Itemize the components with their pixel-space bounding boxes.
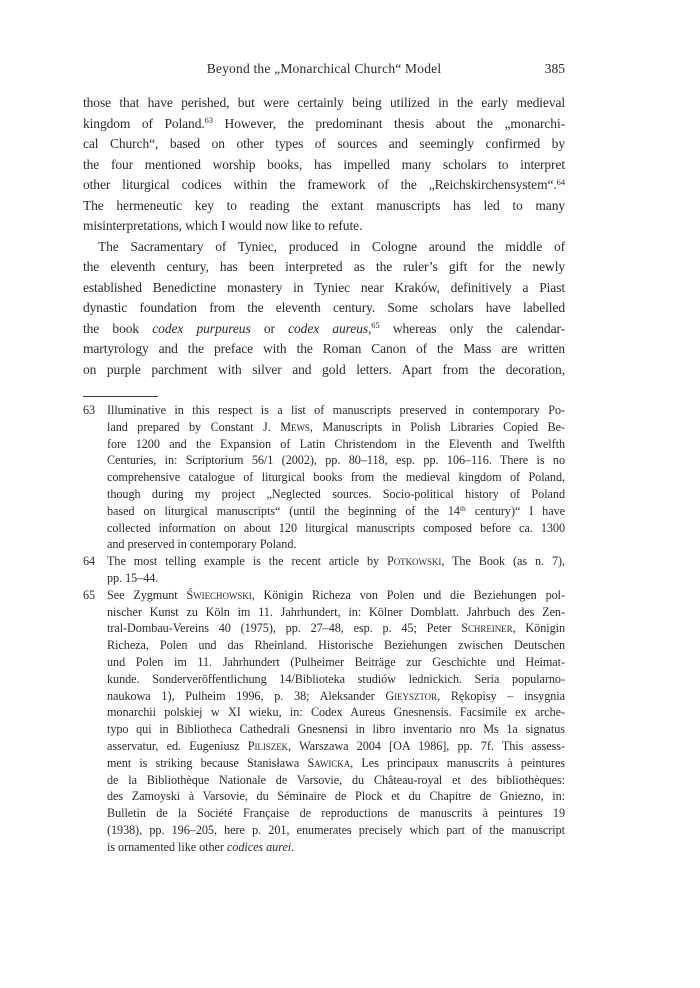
text-line (107, 587, 565, 604)
footnote-text (107, 587, 565, 856)
paragraph (83, 237, 565, 381)
text-segment: the four mentioned worship books, has impelled many scholars to interpret (83, 156, 565, 172)
text-segment: cal Church“, based on other types of sources and seemingly confirmed by (83, 136, 565, 151)
text-segment: land prepared by Constant J. (107, 419, 281, 434)
text-segment: des Zamoyski à Varsovie, du Séminaire de Plock et du Chapitre de Gniezno, in: (107, 789, 565, 804)
footnote-65 (83, 587, 565, 856)
text-segment: tral-Dombau-Vereins 40 (1975), pp. 27–48, esp. p. 45; Peter (107, 621, 462, 636)
page-number: 385 (544, 61, 565, 76)
text-line (107, 822, 565, 839)
text-line (83, 216, 565, 237)
footnote-text (107, 402, 565, 553)
footnote-separator-rule (83, 396, 158, 397)
footnote-text (107, 553, 565, 587)
text-line (107, 755, 565, 772)
text-line (107, 503, 565, 520)
text-line (107, 553, 565, 570)
text-line (107, 721, 565, 738)
text-line (83, 298, 565, 319)
text-segment: und Polen im 11. Jahrhundert (Pulheimer Beiträge zur Geschichte und Heimat- (107, 654, 565, 669)
text-segment: whereas only the calendar- (379, 320, 565, 336)
text-segment: , Warszawa 2004 [OA 1986], pp. 7f. This assess- (288, 738, 565, 753)
text-line (83, 237, 565, 258)
text-segment: , Königin (512, 621, 565, 636)
text-segment: those that have perished, but were certainly being utilized in the early medieval (83, 95, 565, 110)
text-segment: asservatur, ed. Eugeniusz (107, 738, 248, 753)
smallcaps-name: Gieysztor (385, 688, 438, 703)
text-segment: Illuminative in this respect is a list of manuscripts preserved in contemporary Po- (107, 403, 565, 417)
text-segment: on purple parchment with silver and gold letters. Apart from the decoration, (83, 361, 565, 377)
text-segment: monarchii polskiej w XI wieku, in: Codex Aureus Gnesnensis. Facsimile ex arche- (107, 705, 565, 720)
footnote-63 (83, 402, 565, 553)
text-segment: ment is striking because Stanisława (107, 755, 308, 770)
footnote-number: 64 (83, 554, 96, 569)
text-segment: the eleventh century, has been interpreted as the ruler’s gift for the newly (83, 259, 565, 274)
smallcaps-name: Piliszek (247, 738, 289, 753)
text-segment: dynastic foundation from the eleventh century. Some scholars have labelled (83, 300, 565, 315)
text-line (83, 257, 565, 278)
text-segment: other liturgical codices within the framework of the „Reichskirchensystem“. (83, 177, 557, 192)
text-line (107, 788, 565, 805)
text-segment: kunde. Sonderveröffentlichung 14/Biblioteka studiów lednickich. Seria popularno- (107, 671, 565, 686)
text-line (107, 402, 565, 419)
text-line (83, 278, 565, 299)
footnote-64 (83, 553, 565, 587)
text-line (107, 738, 565, 755)
text-line (83, 339, 565, 360)
text-line (107, 469, 565, 486)
text-segment: collected information on about 120 liturgical manuscripts composed before ca. 1300 (107, 520, 565, 535)
text-segment: typo qui in Bibliotheca Cathedrali Gnesnensi in libro inventario nro Ms 1a signatus (107, 722, 565, 737)
text-line (107, 486, 565, 503)
smallcaps-name: Sawicka (307, 755, 351, 770)
footnote-number: 63 (83, 403, 96, 417)
smallcaps-name: Świechowski (186, 587, 252, 602)
superscript: 63 (204, 116, 213, 126)
text-line (83, 134, 565, 155)
superscript: 65 (371, 321, 380, 331)
text-segment: , (368, 320, 372, 336)
running-header (83, 59, 565, 79)
footnote-number: 65 (83, 587, 96, 602)
text-segment: martyrology and the preface with the Roman Canon of the Mass are written (83, 341, 565, 356)
text-line (107, 620, 565, 637)
text-line (107, 436, 565, 453)
text-line (107, 704, 565, 721)
text-segment: However, the predominant thesis about the „monarchi- (213, 115, 565, 131)
text-line (83, 93, 565, 114)
text-segment: though during my project „Neglected sources. Socio-political history of Poland (107, 486, 565, 501)
text-segment: , Rękopisy – insygnia (437, 688, 565, 703)
text-segment: fore 1200 and the Expansion of Latin Christendom in the Eleventh and Twelfth (107, 436, 565, 451)
paragraph (83, 93, 565, 237)
text-segment: , Les principaux manuscrits à peintures (350, 755, 565, 770)
text-line (83, 175, 565, 196)
smallcaps-name: Potkowski (386, 554, 442, 569)
text-segment: (1938), pp. 196–205, here p. 201, enumerates precisely which part of the manuscript (107, 822, 565, 837)
text-segment: nischer Kunst zu Köln im 11. Jahrhundert, in: Kölner Domblatt. Jahrbuch des Zen- (107, 604, 565, 619)
text-segment: The hermeneutic key to reading the extant manuscripts has led to many (83, 197, 565, 213)
text-segment: or (250, 320, 289, 336)
text-segment: de la Bibliothèque Nationale de Varsovie, du Château-royal et des bibliothèques: (107, 772, 565, 787)
text-line (107, 805, 565, 822)
text-line (83, 114, 565, 135)
running-header-title: Beyond the „Monarchical Church“ Model (206, 61, 442, 76)
italic-text: codex purpureus (152, 320, 251, 336)
text-segment: . (291, 839, 295, 854)
text-segment: See Zygmunt (107, 587, 187, 602)
text-segment: The most telling example is the recent article by (107, 554, 387, 569)
text-segment: Centuries, in: Scriptorium 56/1 (2002), pp. 80–118, esp. pp. 106–116. There is no (107, 453, 565, 468)
text-line (107, 520, 565, 537)
text-line (107, 604, 565, 621)
text-line (107, 536, 565, 553)
italic-text: codex aureus (288, 320, 369, 336)
text-segment: The Sacramentary of Tyniec, produced in Cologne around the middle of (98, 238, 565, 254)
text-line (107, 419, 565, 436)
text-line (83, 155, 565, 176)
text-segment: and preserved in contemporary Poland. (107, 537, 297, 552)
text-line (107, 772, 565, 789)
text-segment: pp. 15–44. (107, 570, 159, 585)
text-line (107, 452, 565, 469)
text-segment: established Benedictine monastery in Tyniec near Kraków, definitively a Piast (83, 279, 565, 295)
text-line (107, 570, 565, 587)
smallcaps-name: Mews (280, 419, 310, 434)
text-segment: based on liturgical manuscripts“ (until the beginning of the 14 (107, 503, 460, 518)
text-line (107, 637, 565, 654)
text-line (107, 839, 565, 856)
smallcaps-name: Schreiner (461, 621, 513, 636)
text-line (107, 671, 565, 688)
text-line (107, 688, 565, 705)
text-line (107, 654, 565, 671)
body-text (83, 93, 565, 380)
text-segment: the book (83, 320, 153, 336)
text-segment: , Königin Richeza von Polen und die Beziehungen pol- (251, 587, 565, 602)
italic-text: codices aurei (226, 839, 292, 854)
text-segment: century)“ I have (465, 503, 565, 518)
text-segment: , The Book (as n. 7), (441, 554, 565, 569)
footnotes (83, 402, 565, 856)
text-segment: naukowa 1), Pulheim 1996, p. 38; Aleksander (107, 688, 386, 703)
text-segment: comprehensive catalogue of liturgical books from the medieval kingdom of Poland, (107, 470, 565, 485)
text-segment: Bulletin de la Société Française de reproductions de manuscrits à peintures 19 (107, 806, 565, 821)
text-segment: Richeza, Polen und das Rheinland. Historische Beziehungen zwischen Deutschen (107, 638, 565, 653)
text-segment: kingdom of Poland. (83, 115, 205, 131)
text-line (83, 196, 565, 217)
text-segment: misinterpretations, which I would now like to refute. (83, 218, 363, 233)
text-line (83, 319, 565, 340)
superscript: th (459, 504, 466, 514)
text-segment: is ornamented like other (107, 839, 227, 854)
superscript: 64 (556, 177, 565, 187)
text-segment: , Manuscripts in Polish Libraries Copied Be- (309, 419, 565, 434)
text-line (83, 360, 565, 381)
